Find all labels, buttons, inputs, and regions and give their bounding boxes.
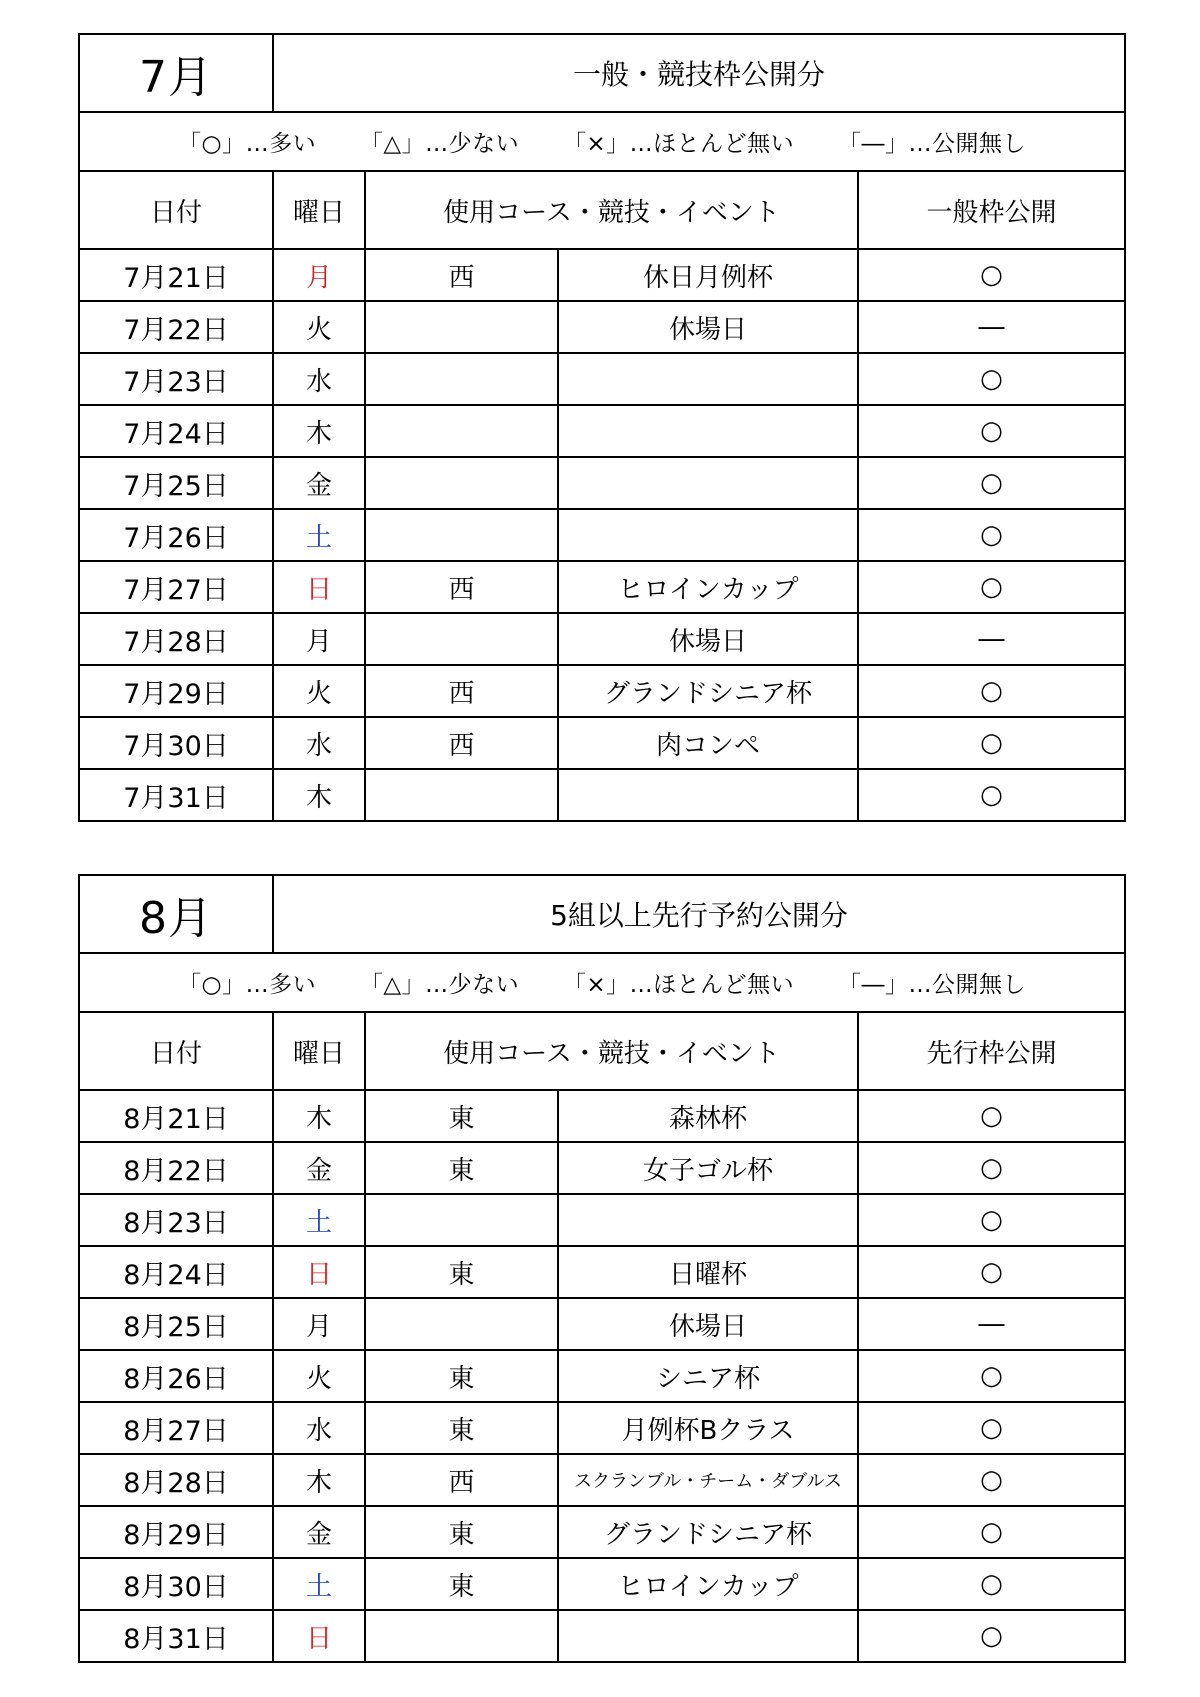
cell-status: ○ — [858, 1610, 1125, 1662]
table-row — [79, 1090, 1125, 1142]
cell-event — [558, 1610, 858, 1662]
table-row — [79, 405, 1125, 457]
cell-course: 東 — [365, 1246, 558, 1298]
table-row — [79, 509, 1125, 561]
cell-status: ○ — [858, 1558, 1125, 1610]
cell-event: スクランブル・チーム・ダブルス — [558, 1454, 858, 1506]
cell-course: 東 — [365, 1402, 558, 1454]
cell-weekday: 水 — [273, 717, 365, 769]
cell-status: ○ — [858, 1402, 1125, 1454]
cell-course — [365, 613, 558, 665]
table-row — [79, 1610, 1125, 1662]
cell-event: グランドシニア杯 — [558, 1506, 858, 1558]
cell-course: 西 — [365, 1454, 558, 1506]
cell-event: グランドシニア杯 — [558, 665, 858, 717]
cell-course — [365, 353, 558, 405]
july-legend-row — [79, 112, 1125, 171]
cell-weekday: 土 — [273, 509, 365, 561]
cell-weekday: 土 — [273, 1194, 365, 1246]
cell-date: 8月21日 — [79, 1090, 273, 1142]
legend-item-not-public: 「―」…公開無し — [838, 972, 1026, 998]
legend-item-almost-none: 「×」…ほとんど無い — [562, 972, 795, 998]
cell-date: 8月22日 — [79, 1142, 273, 1194]
cell-event: シニア杯 — [558, 1350, 858, 1402]
cell-status: ― — [858, 1298, 1125, 1350]
cell-weekday: 水 — [273, 353, 365, 405]
cell-course — [365, 509, 558, 561]
legend-item-not-public: 「―」…公開無し — [838, 131, 1026, 157]
legend — [79, 953, 1125, 1012]
table-row — [79, 1298, 1125, 1350]
cell-weekday: 月 — [273, 613, 365, 665]
month-label: 8月 — [79, 875, 273, 953]
august-title-row — [79, 875, 1125, 953]
august-table-body — [79, 875, 1125, 1662]
cell-status: ○ — [858, 1454, 1125, 1506]
cell-weekday: 木 — [273, 1454, 365, 1506]
header-date: 日付 — [79, 1012, 273, 1090]
cell-date: 7月30日 — [79, 717, 273, 769]
cell-date: 8月30日 — [79, 1558, 273, 1610]
cell-status: ○ — [858, 457, 1125, 509]
cell-course — [365, 1610, 558, 1662]
cell-course: 東 — [365, 1142, 558, 1194]
july-header-row — [79, 171, 1125, 249]
cell-course: 西 — [365, 665, 558, 717]
header-date: 日付 — [79, 171, 273, 249]
cell-course — [365, 1298, 558, 1350]
cell-date: 8月29日 — [79, 1506, 273, 1558]
cell-status: ○ — [858, 405, 1125, 457]
table-row — [79, 301, 1125, 353]
table-row — [79, 665, 1125, 717]
header-course-event: 使用コース・競技・イベント — [365, 1012, 858, 1090]
cell-date: 7月25日 — [79, 457, 273, 509]
table-title: 一般・競技枠公開分 — [273, 34, 1125, 112]
cell-event — [558, 509, 858, 561]
july-table-body — [79, 34, 1125, 821]
table-row — [79, 1506, 1125, 1558]
cell-course: 東 — [365, 1558, 558, 1610]
cell-event: ヒロインカップ — [558, 561, 858, 613]
cell-event: ヒロインカップ — [558, 1558, 858, 1610]
table-row — [79, 1142, 1125, 1194]
cell-date: 7月21日 — [79, 249, 273, 301]
cell-date: 8月25日 — [79, 1298, 273, 1350]
cell-course: 西 — [365, 561, 558, 613]
cell-weekday: 土 — [273, 1558, 365, 1610]
cell-event — [558, 405, 858, 457]
august-schedule-table — [78, 874, 1126, 1663]
cell-weekday: 火 — [273, 1350, 365, 1402]
july-schedule-table — [78, 33, 1126, 822]
july-title-row — [79, 34, 1125, 112]
cell-date: 7月31日 — [79, 769, 273, 821]
month-label: 7月 — [79, 34, 273, 112]
cell-weekday: 木 — [273, 769, 365, 821]
cell-weekday: 日 — [273, 1610, 365, 1662]
august-header-row — [79, 1012, 1125, 1090]
cell-status: ○ — [858, 353, 1125, 405]
cell-weekday: 金 — [273, 457, 365, 509]
cell-date: 8月27日 — [79, 1402, 273, 1454]
cell-event: 女子ゴル杯 — [558, 1142, 858, 1194]
cell-weekday: 日 — [273, 561, 365, 613]
cell-course — [365, 769, 558, 821]
table-row — [79, 1194, 1125, 1246]
table-row — [79, 613, 1125, 665]
table-row — [79, 1402, 1125, 1454]
cell-course: 西 — [365, 249, 558, 301]
header-status: 一般枠公開 — [858, 171, 1125, 249]
cell-event: 日曜杯 — [558, 1246, 858, 1298]
cell-event — [558, 353, 858, 405]
header-day: 曜日 — [273, 1012, 365, 1090]
cell-status: ○ — [858, 717, 1125, 769]
header-day: 曜日 — [273, 171, 365, 249]
table-row — [79, 1350, 1125, 1402]
cell-event: 肉コンペ — [558, 717, 858, 769]
cell-date: 7月26日 — [79, 509, 273, 561]
cell-status: ○ — [858, 769, 1125, 821]
cell-event: 休場日 — [558, 1298, 858, 1350]
cell-status: ○ — [858, 1350, 1125, 1402]
cell-event: 休場日 — [558, 301, 858, 353]
cell-event: 休場日 — [558, 613, 858, 665]
table-row — [79, 457, 1125, 509]
cell-event — [558, 1194, 858, 1246]
cell-date: 7月22日 — [79, 301, 273, 353]
cell-course — [365, 1194, 558, 1246]
cell-status: ○ — [858, 1090, 1125, 1142]
cell-status: ○ — [858, 1142, 1125, 1194]
cell-weekday: 火 — [273, 301, 365, 353]
cell-date: 8月24日 — [79, 1246, 273, 1298]
cell-status: ― — [858, 301, 1125, 353]
cell-weekday: 月 — [273, 249, 365, 301]
cell-status: ○ — [858, 509, 1125, 561]
cell-weekday: 火 — [273, 665, 365, 717]
cell-course — [365, 301, 558, 353]
cell-date: 7月24日 — [79, 405, 273, 457]
cell-course: 西 — [365, 717, 558, 769]
cell-status: ○ — [858, 249, 1125, 301]
table-title: 5組以上先行予約公開分 — [273, 875, 1125, 953]
cell-event: 月例杯Bクラス — [558, 1402, 858, 1454]
cell-course — [365, 457, 558, 509]
cell-event: 休日月例杯 — [558, 249, 858, 301]
cell-weekday: 金 — [273, 1506, 365, 1558]
legend-item-few: 「△」…少ない — [359, 131, 520, 157]
table-row — [79, 717, 1125, 769]
cell-date: 7月28日 — [79, 613, 273, 665]
cell-course: 東 — [365, 1090, 558, 1142]
legend-item-almost-none: 「×」…ほとんど無い — [562, 131, 795, 157]
legend-item-few: 「△」…少ない — [359, 972, 520, 998]
cell-status: ○ — [858, 1246, 1125, 1298]
cell-date: 8月28日 — [79, 1454, 273, 1506]
header-course-event: 使用コース・競技・イベント — [365, 171, 858, 249]
cell-weekday: 水 — [273, 1402, 365, 1454]
cell-weekday: 月 — [273, 1298, 365, 1350]
cell-status: ○ — [858, 1506, 1125, 1558]
cell-weekday: 金 — [273, 1142, 365, 1194]
cell-date: 8月31日 — [79, 1610, 273, 1662]
table-row — [79, 249, 1125, 301]
header-status: 先行枠公開 — [858, 1012, 1125, 1090]
cell-event — [558, 457, 858, 509]
cell-date: 7月23日 — [79, 353, 273, 405]
cell-status: ○ — [858, 561, 1125, 613]
cell-event: 森林杯 — [558, 1090, 858, 1142]
august-legend-row — [79, 953, 1125, 1012]
cell-date: 8月23日 — [79, 1194, 273, 1246]
cell-date: 8月26日 — [79, 1350, 273, 1402]
table-row — [79, 1246, 1125, 1298]
cell-status: ○ — [858, 665, 1125, 717]
table-row — [79, 353, 1125, 405]
table-row — [79, 561, 1125, 613]
table-row — [79, 1454, 1125, 1506]
table-row — [79, 1558, 1125, 1610]
cell-date: 7月27日 — [79, 561, 273, 613]
cell-date: 7月29日 — [79, 665, 273, 717]
table-row — [79, 769, 1125, 821]
legend-item-many: 「○」…多い — [178, 972, 317, 998]
cell-course: 東 — [365, 1350, 558, 1402]
legend-item-many: 「○」…多い — [178, 131, 317, 157]
cell-weekday: 日 — [273, 1246, 365, 1298]
cell-weekday: 木 — [273, 1090, 365, 1142]
cell-event — [558, 769, 858, 821]
cell-weekday: 木 — [273, 405, 365, 457]
cell-course — [365, 405, 558, 457]
legend — [79, 112, 1125, 171]
cell-status: ― — [858, 613, 1125, 665]
cell-status: ○ — [858, 1194, 1125, 1246]
cell-course: 東 — [365, 1506, 558, 1558]
